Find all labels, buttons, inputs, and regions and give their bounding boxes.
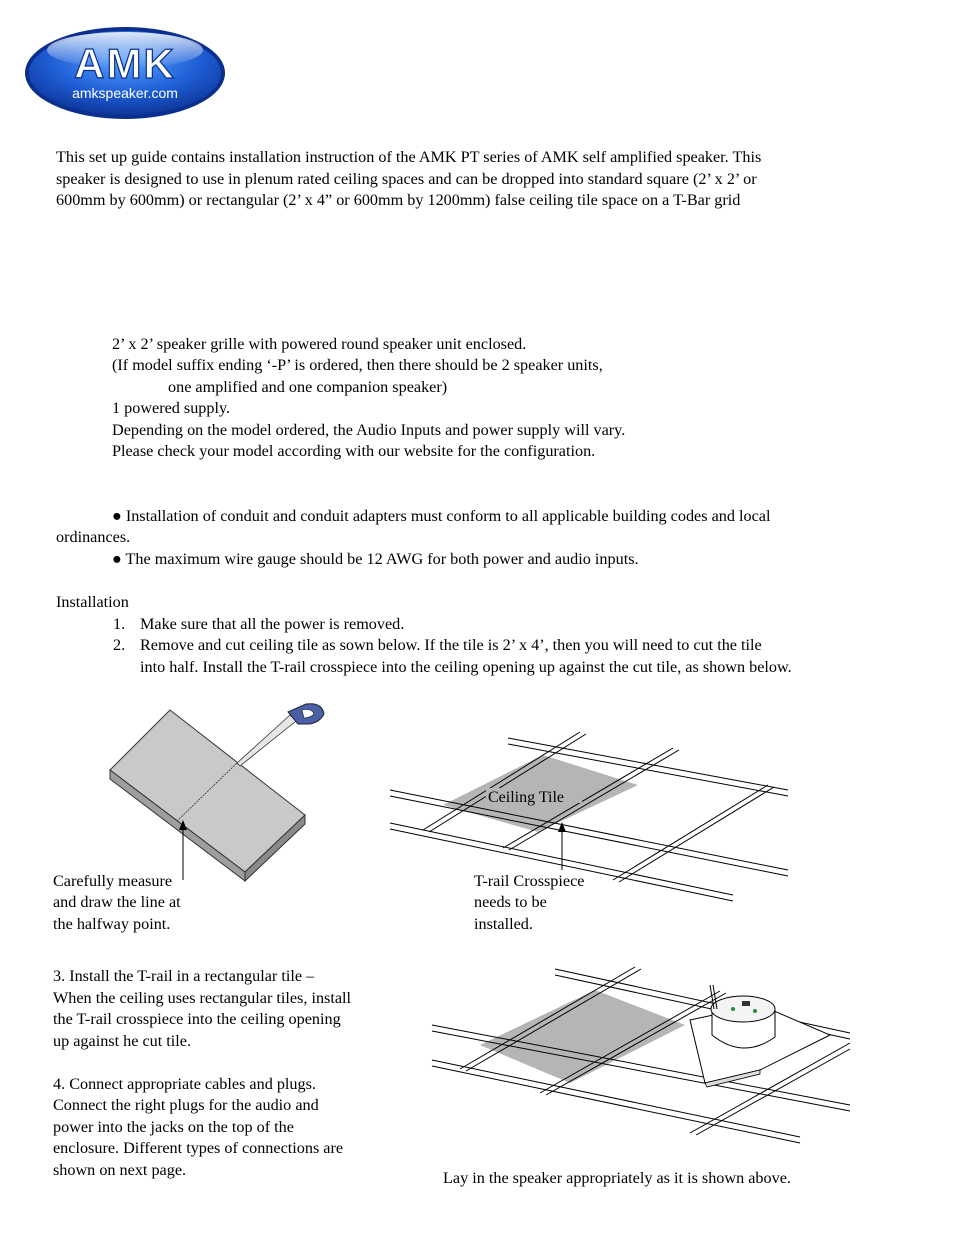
step-3-line-3: the T-rail crosspiece into the ceiling opening [53, 1010, 341, 1028]
step-4-line-1: 4. Connect appropriate cables and plugs. [53, 1075, 316, 1093]
package-line-5: Depending on the model ordered, the Audio Inputs and power supply will vary. [112, 421, 626, 439]
trail-caption-3: installed. [474, 915, 533, 933]
step-1-text: Make sure that all the power is removed. [140, 615, 405, 633]
package-line-4: 1 powered supply. [112, 399, 231, 417]
cut-caption-3: the halfway point. [53, 915, 171, 933]
note-conduit: ● Installation of conduit and conduit adapters must conform to all applicable building codes and local [112, 507, 771, 525]
package-line-3: one amplified and one companion speaker) [168, 378, 448, 396]
speaker-install-figure [430, 965, 860, 1150]
step-4-line-5: shown on next page. [53, 1161, 187, 1179]
package-line-6: Please check your model according with our website for the configuration. [112, 442, 596, 460]
intro-line-1: This set up guide contains installation instruction of the AMK PT series of AMK self amplified speaker. This [56, 148, 762, 166]
ceiling-grid-figure [388, 730, 798, 905]
ceiling-tile-label: Ceiling Tile [488, 789, 565, 806]
step-4-line-2: Connect the right plugs for the audio and [53, 1096, 319, 1114]
cut-tile-figure [100, 700, 340, 885]
package-line-2: (If model suffix ending ‘-P’ is ordered, then there should be 2 speaker units, [112, 356, 603, 374]
amk-logo [24, 26, 226, 120]
step-2-number: 2. [113, 636, 126, 654]
step-1-number: 1. [113, 615, 126, 633]
step-3-line-1: 3. Install the T-rail in a rectangular tile – [53, 967, 315, 985]
step-3-line-2: When the ceiling uses rectangular tiles, install [53, 989, 352, 1007]
trail-caption-2: needs to be [474, 893, 547, 911]
trail-caption-1: T-rail Crosspiece [474, 872, 585, 890]
cut-caption-1: Carefully measure [53, 872, 173, 890]
note-wire-gauge: ● The maximum wire gauge should be 12 AWG for both power and audio inputs. [112, 550, 639, 568]
package-line-1: 2’ x 2’ speaker grille with powered round speaker unit enclosed. [112, 335, 527, 353]
logo-brand: AMK [74, 40, 176, 87]
intro-line-3: 600mm by 600mm) or rectangular (2’ x 4” or 600mm by 1200mm) false ceiling tile space on a T-Bar grid [56, 191, 741, 209]
speaker-caption: Lay in the speaker appropriately as it is shown above. [443, 1169, 791, 1187]
step-2-text: Remove and cut ceiling tile as sown below. If the tile is 2’ x 4’, then you will need to cut the tile [140, 636, 762, 654]
note-conduit-cont: ordinances. [56, 528, 131, 546]
step-2-text-cont: into half. Install the T-rail crosspiece into the ceiling opening up against the cut tile, as shown below. [140, 658, 792, 676]
intro-line-2: speaker is designed to use in plenum rated ceiling spaces and can be dropped into standard square (2’ x 2’ or [56, 170, 757, 188]
logo-url: amkspeaker.com [72, 85, 178, 101]
step-4-line-4: enclosure. Different types of connections are [53, 1139, 344, 1157]
installation-heading: Installation [56, 593, 129, 611]
cut-caption-2: and draw the line at [53, 893, 181, 911]
step-4-line-3: power into the jacks on the top of the [53, 1118, 294, 1136]
step-3-line-4: up against he cut tile. [53, 1032, 192, 1050]
